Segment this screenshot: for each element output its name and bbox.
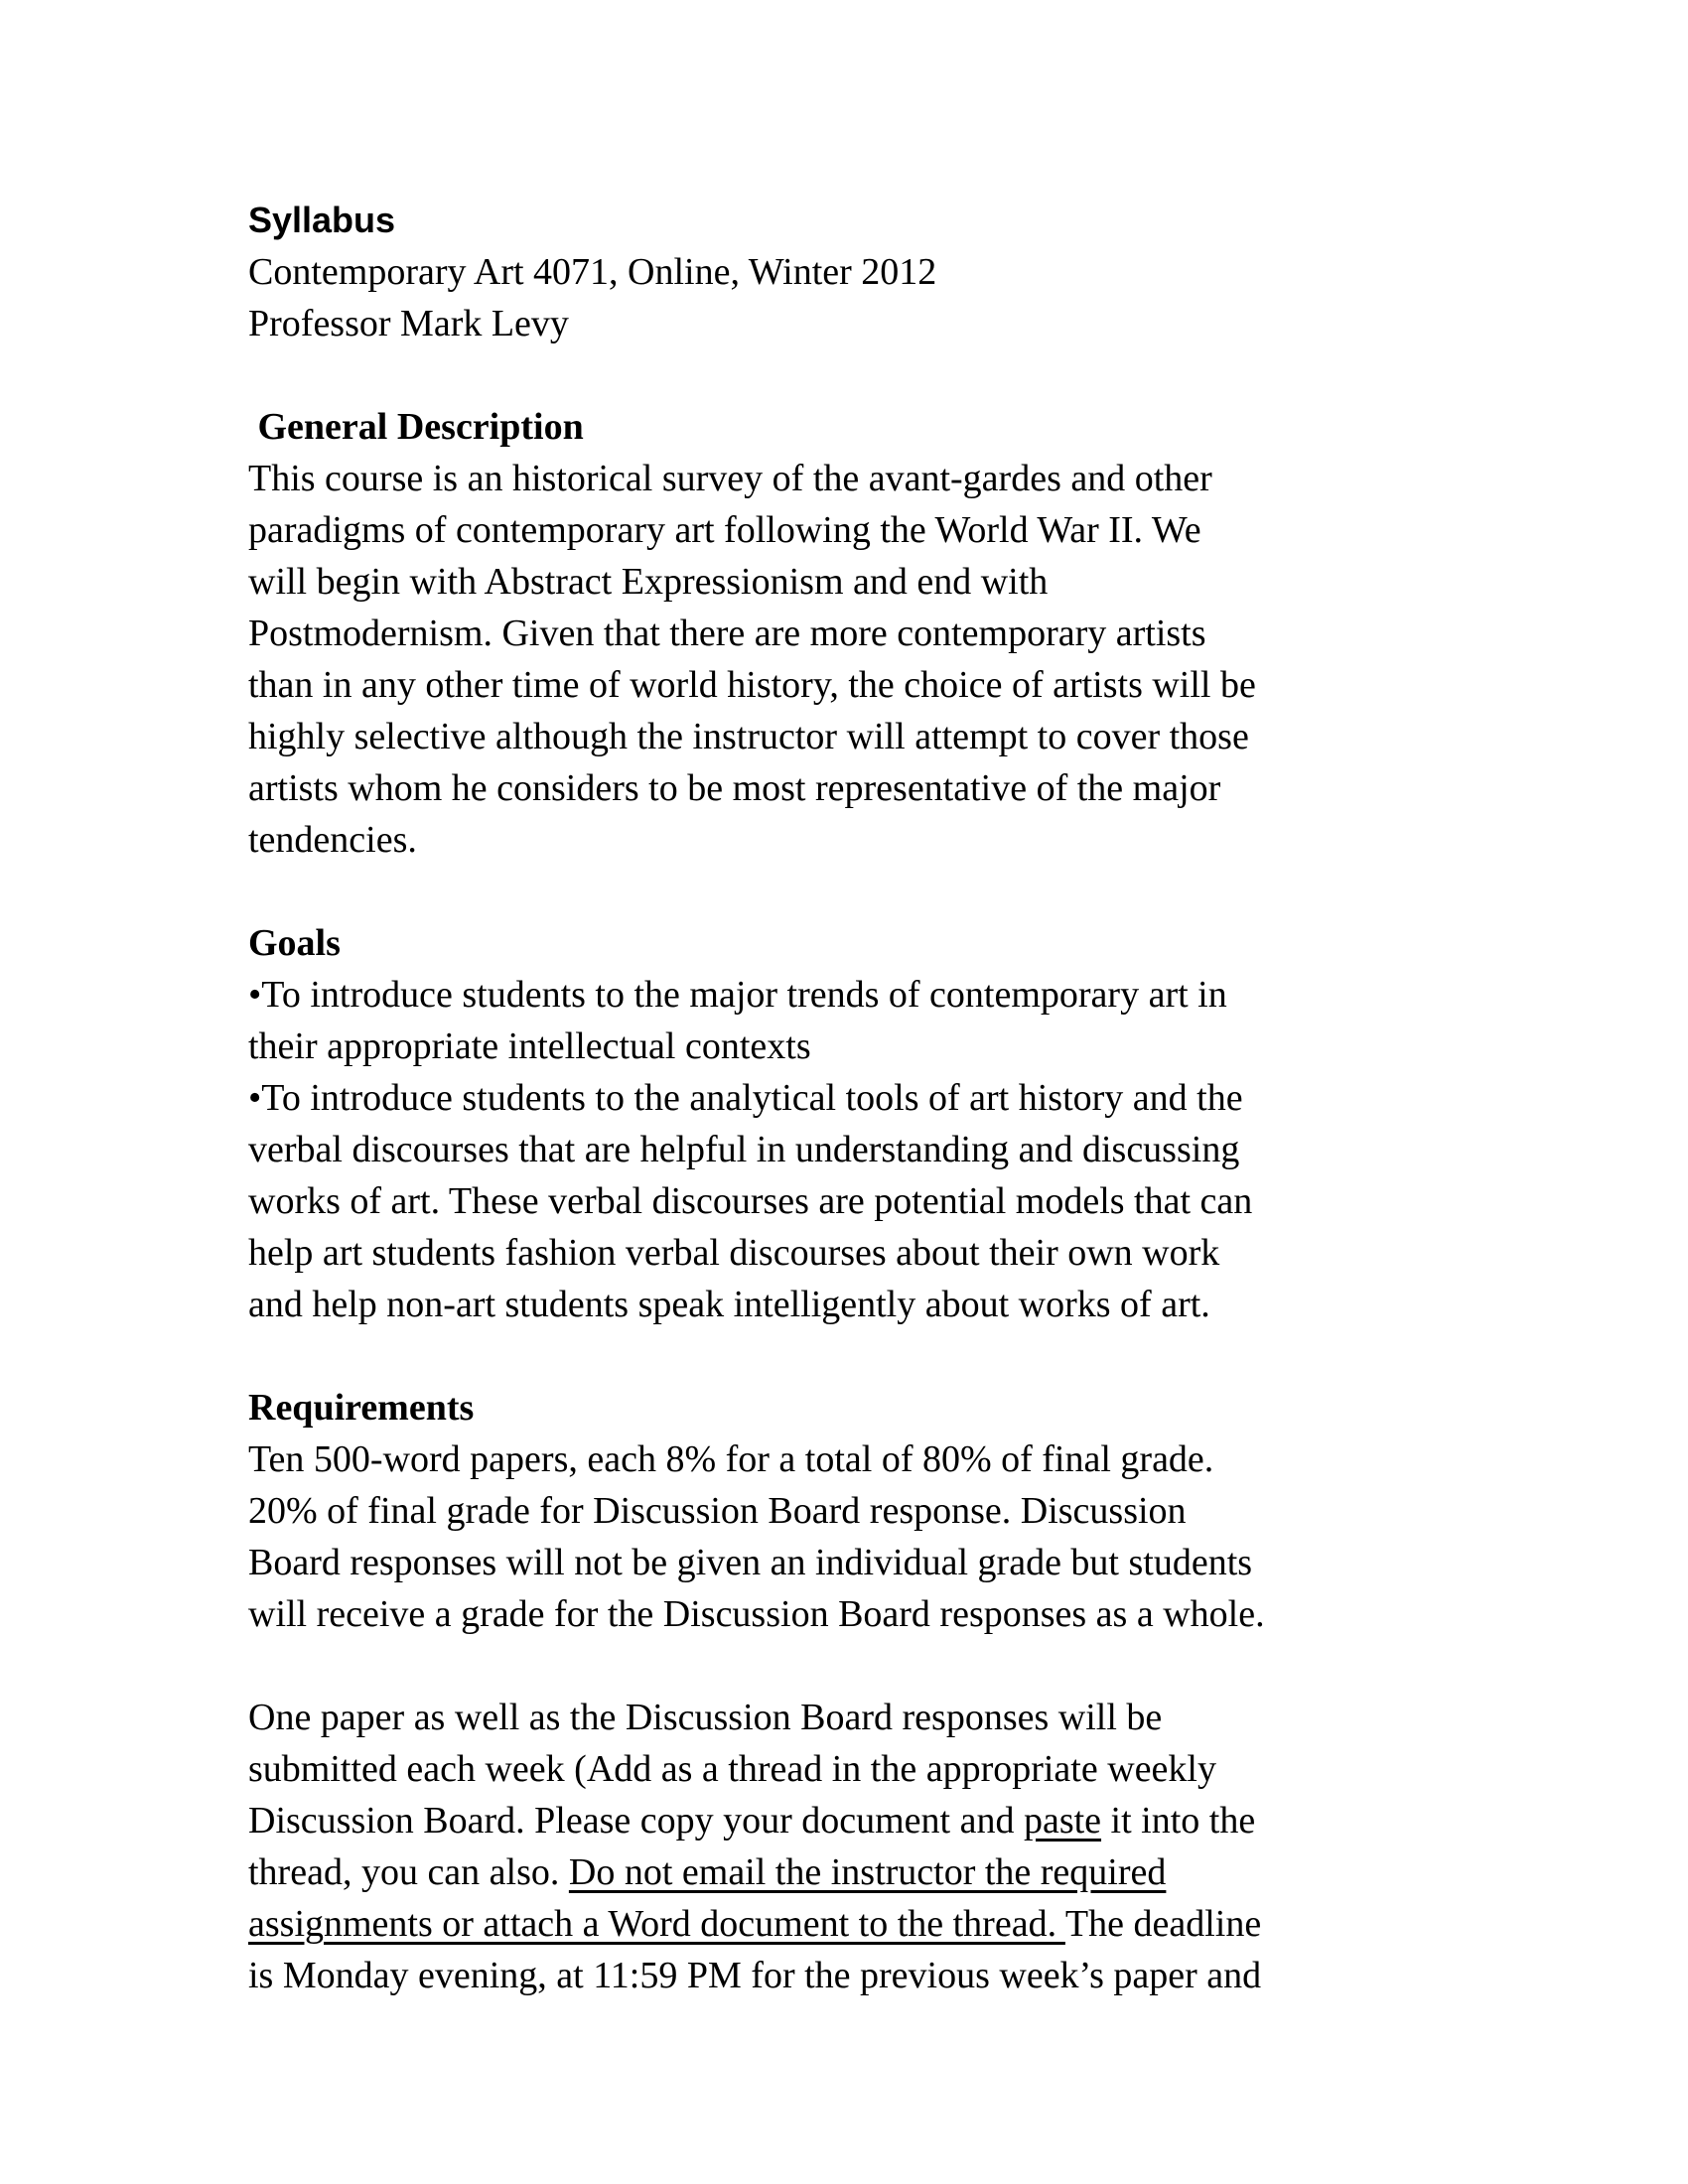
document-line bbox=[248, 659, 1539, 711]
document-line bbox=[248, 1795, 1539, 1846]
text-segment: •To introduce students to the major trends of contemporary art in bbox=[248, 974, 1227, 1016]
text-segment: verbal discourses that are helpful in understanding and discussing bbox=[248, 1129, 1240, 1170]
text-segment: is Monday evening, at 11:59 PM for the previous week’s paper and bbox=[248, 1955, 1262, 1996]
text-segment: tendencies. bbox=[248, 819, 417, 861]
course-line: Contemporary Art 4071, Online, Winter 2012 bbox=[248, 251, 937, 293]
document-line bbox=[248, 504, 1539, 556]
document-line bbox=[248, 1846, 1539, 1898]
text-segment: highly selective although the instructor will attempt to cover those bbox=[248, 716, 1249, 757]
professor-line: Professor Mark Levy bbox=[248, 303, 569, 344]
text-segment: and help non-art students speak intelligently about works of art. bbox=[248, 1284, 1210, 1325]
document-section bbox=[248, 917, 1539, 1330]
document-line bbox=[248, 1485, 1539, 1537]
document-section bbox=[248, 401, 1539, 866]
document-line bbox=[248, 1898, 1539, 1950]
text-segment: Postmodernism. Given that there are more contemporary artists bbox=[248, 613, 1206, 654]
text-segment: will begin with Abstract Expressionism and end with bbox=[248, 561, 1049, 603]
document-section bbox=[248, 1692, 1539, 2001]
text-segment: Board responses will not be given an individual grade but students bbox=[248, 1542, 1253, 1583]
underlined-text: paste bbox=[1023, 1800, 1102, 1842]
document-line bbox=[248, 814, 1539, 866]
section-heading: General Description bbox=[248, 406, 584, 448]
text-segment: submitted each week (Add as a thread in the appropriate weekly bbox=[248, 1748, 1216, 1790]
underlined-text: Do not email the instructor the required bbox=[568, 1851, 1167, 1893]
text-segment: help art students fashion verbal discourses about their own work bbox=[248, 1232, 1220, 1274]
document-title: Syllabus bbox=[248, 200, 396, 240]
document-content bbox=[248, 195, 1539, 2001]
text-segment: Ten 500-word papers, each 8% for a total of 80% of final grade. bbox=[248, 1438, 1214, 1480]
document-line bbox=[248, 969, 1539, 1021]
document-line bbox=[248, 1124, 1539, 1175]
underlined-text: assignments or attach a Word document to the thread. bbox=[248, 1903, 1065, 1945]
document-line bbox=[248, 1743, 1539, 1795]
document-line bbox=[248, 1072, 1539, 1124]
text-segment: works of art. These verbal discourses are potential models that can bbox=[248, 1180, 1253, 1222]
document-line bbox=[248, 556, 1539, 608]
text-segment: their appropriate intellectual contexts bbox=[248, 1025, 811, 1067]
document-line bbox=[248, 1692, 1539, 1743]
document-line bbox=[248, 1175, 1539, 1227]
document-line bbox=[248, 1537, 1539, 1588]
text-segment: than in any other time of world history, the choice of artists will be bbox=[248, 664, 1256, 706]
section-heading: Requirements bbox=[248, 1387, 475, 1429]
text-segment: will receive a grade for the Discussion Board responses as a whole. bbox=[248, 1593, 1265, 1635]
document-line bbox=[248, 711, 1539, 762]
document-line bbox=[248, 1227, 1539, 1279]
document-line bbox=[248, 1433, 1539, 1485]
document-line bbox=[248, 1021, 1539, 1072]
text-segment: Discussion Board. Please copy your document and bbox=[248, 1800, 1024, 1842]
document-line bbox=[248, 453, 1539, 504]
section-heading: Goals bbox=[248, 922, 341, 964]
text-segment: •To introduce students to the analytical tools of art history and the bbox=[248, 1077, 1243, 1119]
text-segment: it into the bbox=[1101, 1800, 1256, 1842]
document-line bbox=[248, 1950, 1539, 2001]
document-line bbox=[248, 762, 1539, 814]
text-segment: The deadline bbox=[1064, 1903, 1262, 1945]
text-segment: artists whom he considers to be most representative of the major bbox=[248, 767, 1221, 809]
document-line bbox=[248, 1588, 1539, 1640]
text-segment: This course is an historical survey of the avant-gardes and other bbox=[248, 458, 1212, 499]
sections-container bbox=[248, 401, 1539, 2001]
text-segment: 20% of final grade for Discussion Board response. Discussion bbox=[248, 1490, 1187, 1532]
text-segment: thread, you can also. bbox=[248, 1851, 569, 1893]
document-line bbox=[248, 1279, 1539, 1330]
text-segment: paradigms of contemporary art following the World War II. We bbox=[248, 509, 1201, 551]
text-segment: One paper as well as the Discussion Board responses will be bbox=[248, 1697, 1163, 1738]
document-section bbox=[248, 1382, 1539, 1640]
document-line bbox=[248, 608, 1539, 659]
